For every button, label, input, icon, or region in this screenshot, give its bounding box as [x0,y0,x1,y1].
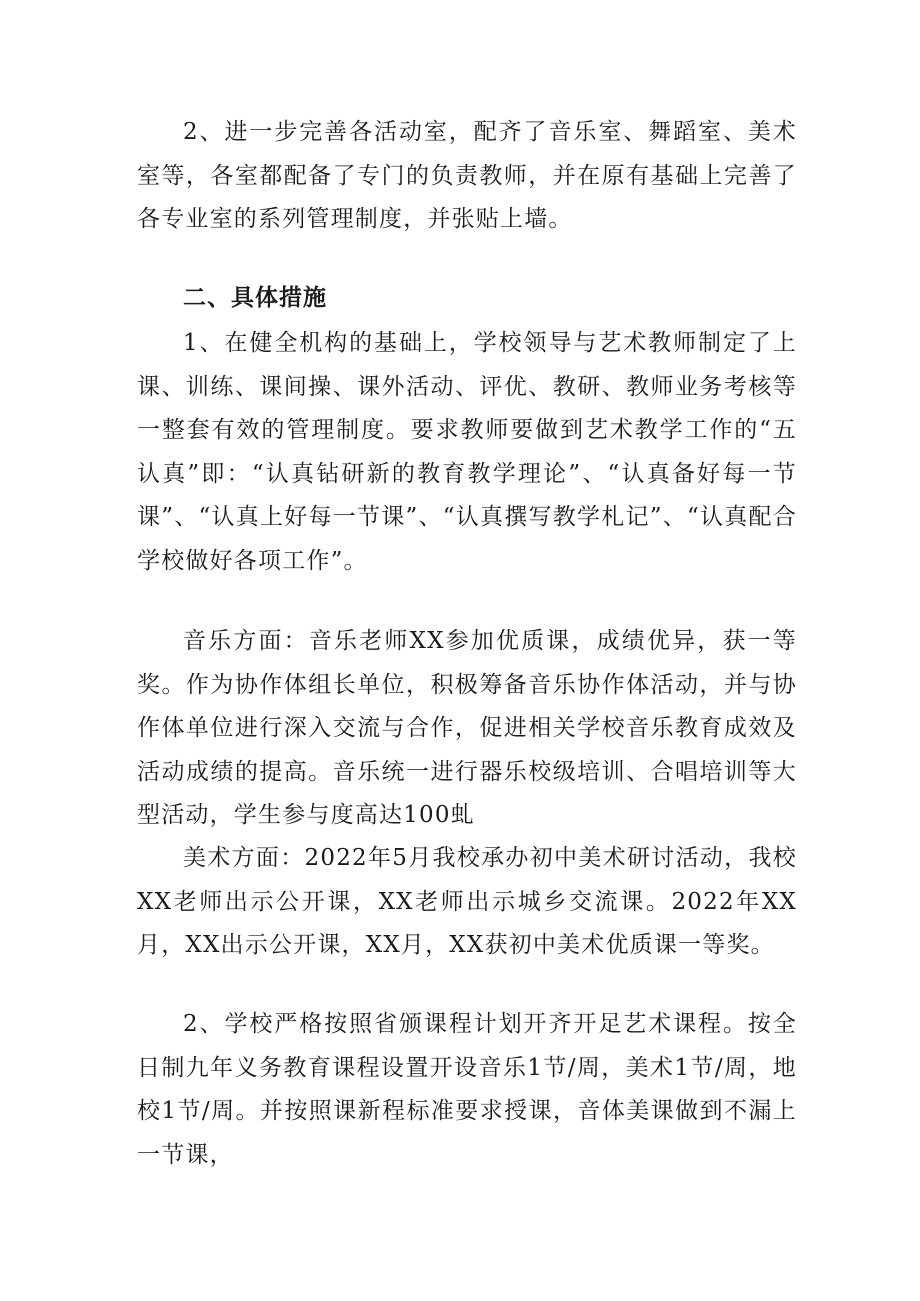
section-heading-specific-measures: 二、具体措施 [183,285,327,311]
paragraph-music: 音乐方面：音乐老师XX参加优质课，成绩优异，获一等奖。作为协作体组长单位，积极筹备音乐协作体活动，并与协作体单位进行深入交流与合作，促进相关学校音乐教育成效及活动成绩的提高。音乐统一进行器乐校级培训、合唱培训等大型活动，学生参与度高达100虬 [137,628,797,828]
paragraph-art: 美术方面：2022年5月我校承办初中美术研讨活动，我校XX老师出示公开课，XX老师出示城乡交流课。2022年XX月，XX出示公开课，XX月，XX获初中美术优质课一等奖。 [137,845,797,958]
paragraph-activity-rooms: 2、进一步完善各活动室，配齐了音乐室、舞蹈室、美术室等，各室都配备了专门的负责教师，并在原有基础上完善了各专业室的系列管理制度，并张贴上墙。 [137,119,797,232]
paragraph-curriculum: 2、学校严格按照省颁课程计划开齐开足艺术课程。按全日制九年义务教育课程设置开设音乐1节/周，美术1节/周，地校1节/周。并按照课新程标准要求授课，音体美课做到不漏上一节课， [137,1011,797,1168]
paragraph-management-system: 1、在健全机构的基础上，学校领导与艺术教师制定了上课、训练、课间操、课外活动、评优、教研、教师业务考核等一整套有效的管理制度。要求教师要做到艺术教学工作的“五认真”即：“认真钻研新的教育教学理论”、“认真备好每一节课”、“认真上好每一节课”、“认真撰写教学札记”、“认真配合学校做好各项工作”。 [137,330,797,574]
